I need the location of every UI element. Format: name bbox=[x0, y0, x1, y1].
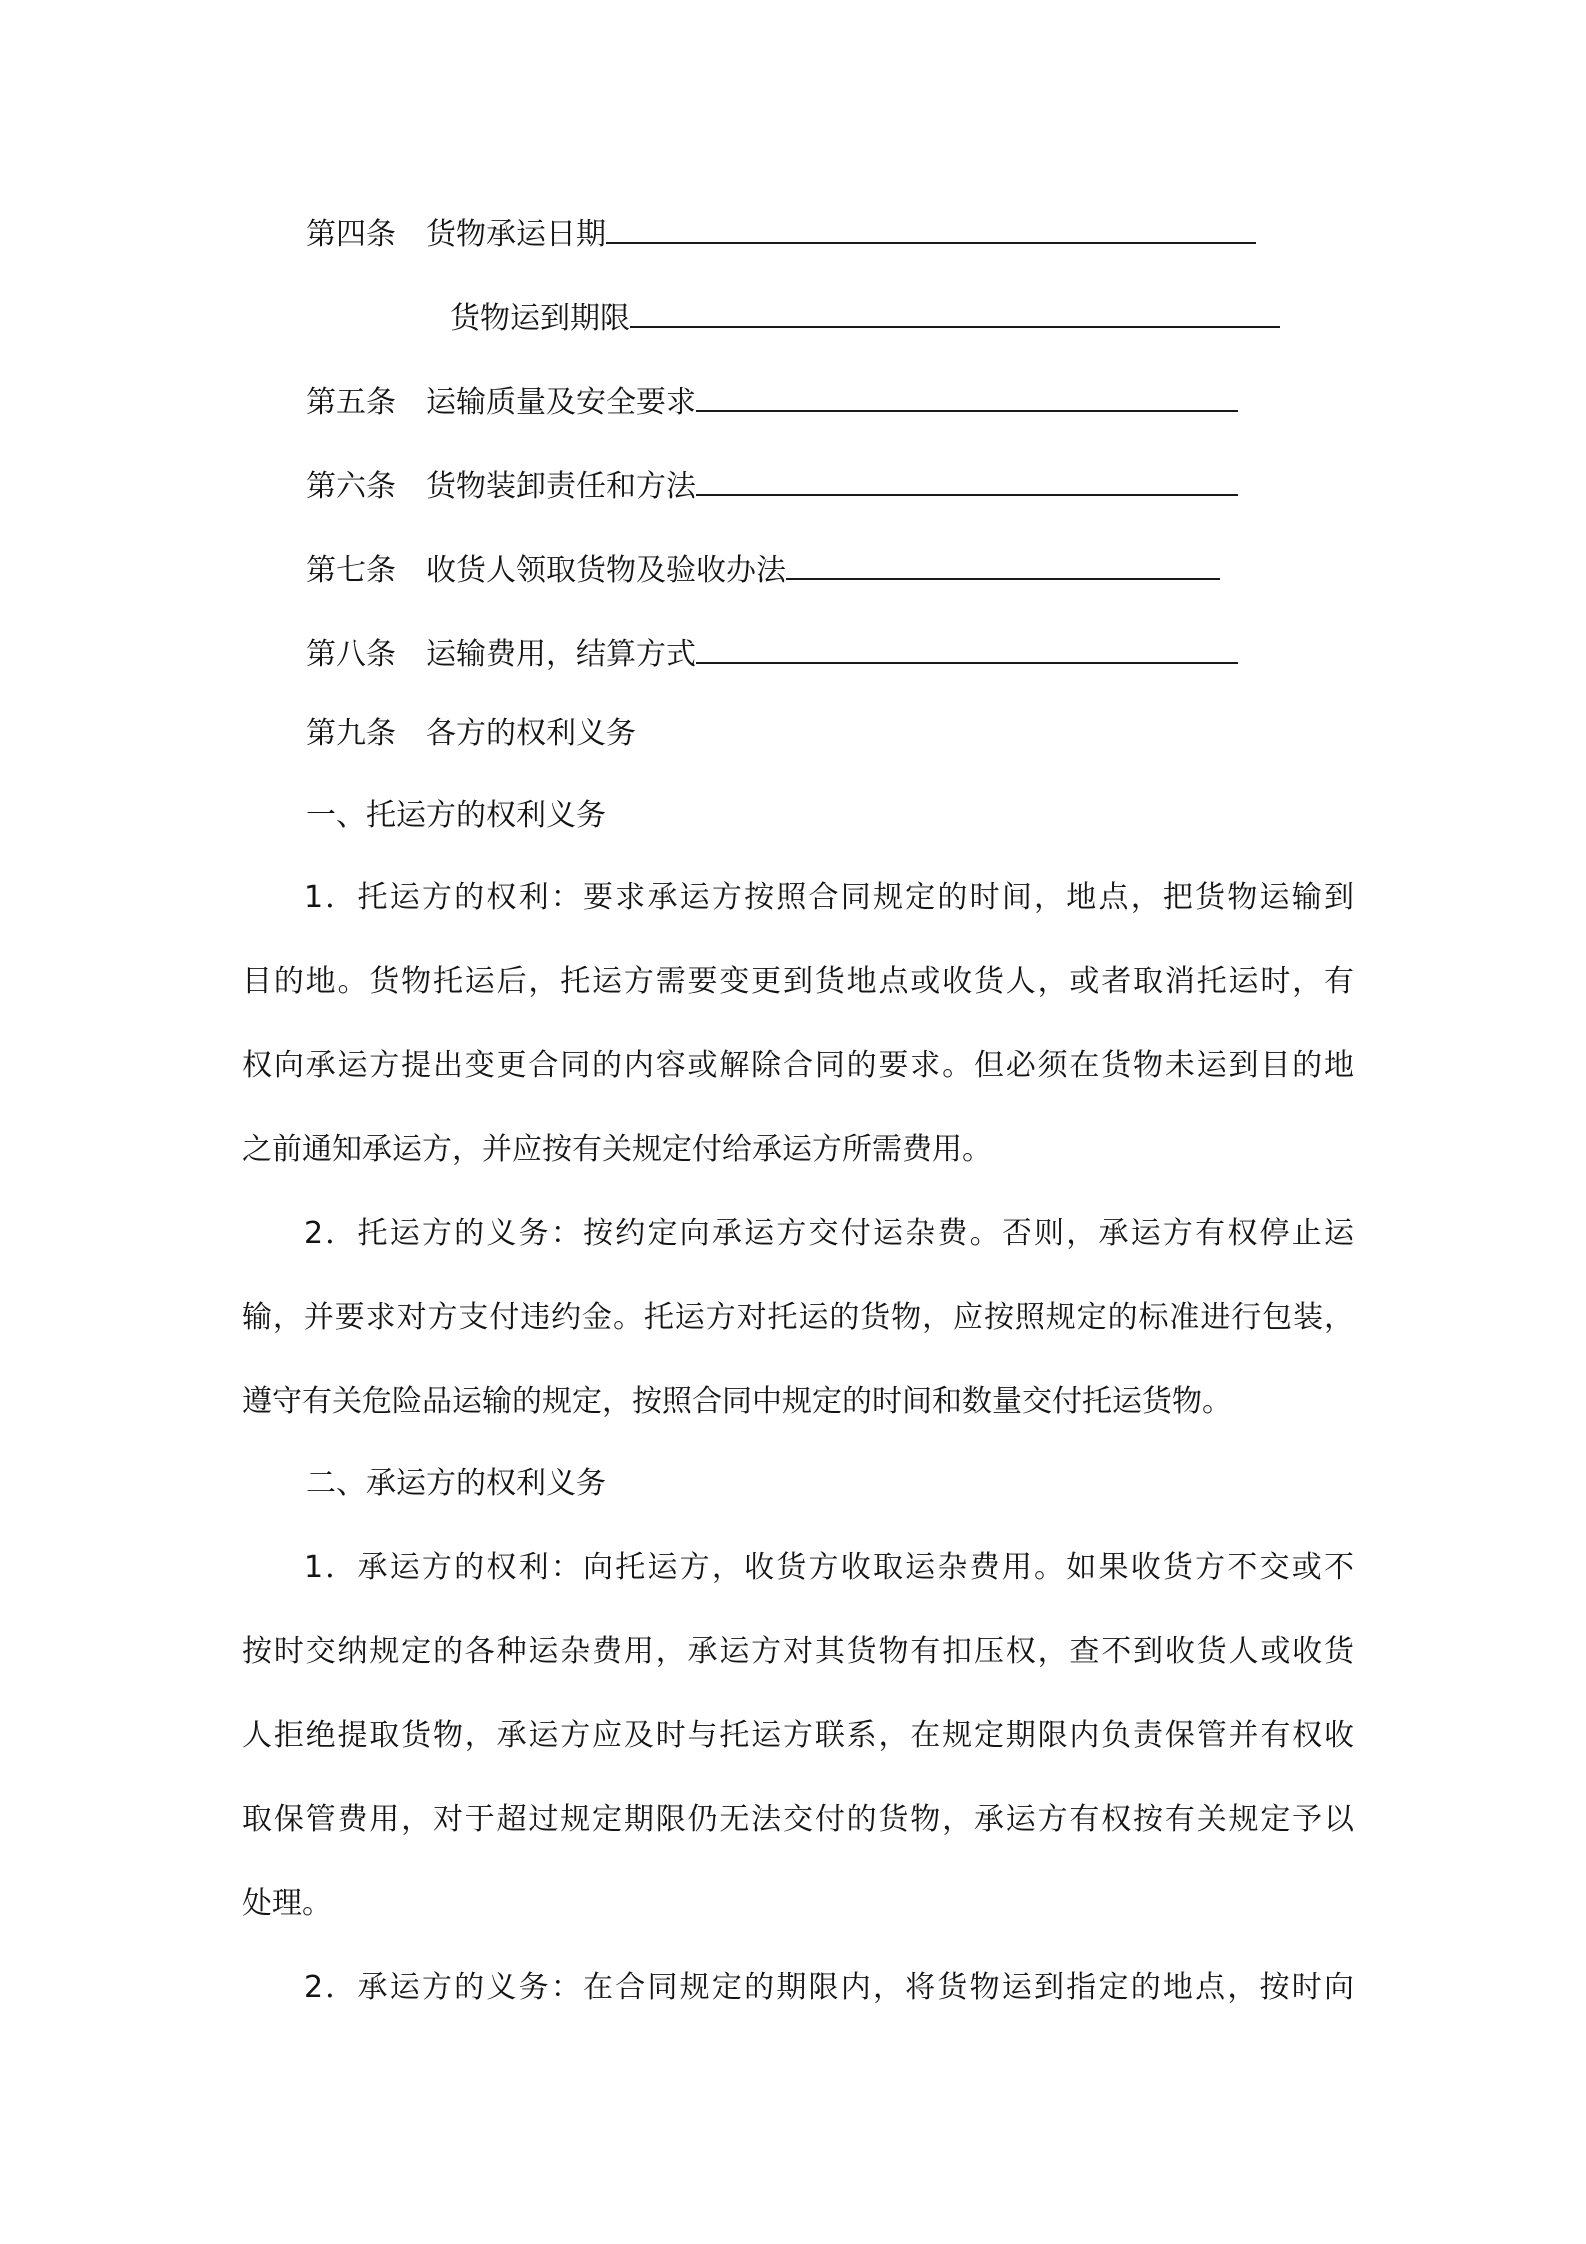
paragraph-line: 2．承运方的义务：在合同规定的期限内，将货物运到指定的地点，按时向 bbox=[304, 1970, 1354, 2005]
paragraph-line: 2．托运方的义务：按约定向承运方交付运杂费。否则，承运方有权停止运 bbox=[304, 1216, 1354, 1251]
fill-in-blank[interactable] bbox=[696, 382, 1238, 412]
fill-in-blank[interactable] bbox=[696, 634, 1238, 664]
paragraph-line: 输，并要求对方支付违约金。托运方对托运的货物，应按照规定的标准进行包装， bbox=[242, 1300, 1354, 1335]
section-heading: 二、承运方的权利义务 bbox=[306, 1466, 606, 1501]
paragraph-line: 取保管费用，对于超过规定期限仍无法交付的货物，承运方有权按有关规定予以 bbox=[242, 1802, 1354, 1837]
paragraph-line: 目的地。货物托运后，托运方需要变更到货地点或收货人，或者取消托运时，有 bbox=[242, 964, 1354, 999]
clause-number: 第七条 bbox=[306, 553, 396, 588]
paragraph-line: 处理。 bbox=[242, 1886, 332, 1921]
clause-number: 第四条 bbox=[306, 217, 396, 252]
clause-4-deadline bbox=[450, 298, 1280, 339]
paragraph-line: 按时交纳规定的各种运杂费用，承运方对其货物有扣压权，查不到收货人或收货 bbox=[242, 1634, 1354, 1669]
clause-title: 运输费用，结算方式 bbox=[426, 637, 696, 672]
clause-number: 第九条 bbox=[306, 716, 396, 751]
paragraph-line: 1．托运方的权利：要求承运方按照合同规定的时间，地点，把货物运输到 bbox=[304, 880, 1354, 915]
clause-number: 第六条 bbox=[306, 469, 396, 504]
clause-title: 各方的权利义务 bbox=[426, 716, 636, 751]
fill-in-blank[interactable] bbox=[696, 466, 1238, 496]
paragraph-line: 1．承运方的权利：向托运方，收货方收取运杂费用。如果收货方不交或不 bbox=[304, 1550, 1354, 1585]
fill-in-blank[interactable] bbox=[786, 550, 1220, 580]
clause-title: 货物装卸责任和方法 bbox=[426, 469, 696, 504]
paragraph-line: 遵守有关危险品运输的规定，按照合同中规定的时间和数量交付托运货物。 bbox=[242, 1384, 1232, 1419]
clause-7 bbox=[306, 550, 1220, 591]
clause-4-date bbox=[306, 214, 1256, 255]
clause-title: 货物承运日期 bbox=[426, 217, 606, 252]
paragraph-line: 权向承运方提出变更合同的内容或解除合同的要求。但必须在货物未运到目的地 bbox=[242, 1048, 1354, 1083]
fill-in-blank[interactable] bbox=[606, 214, 1256, 244]
clause-title: 运输质量及安全要求 bbox=[426, 385, 696, 420]
paragraph-line: 之前通知承运方，并应按有关规定付给承运方所需费用。 bbox=[242, 1132, 992, 1167]
paragraph-line: 人拒绝提取货物，承运方应及时与托运方联系，在规定期限内负责保管并有权收 bbox=[242, 1718, 1354, 1753]
section-heading: 一、托运方的权利义务 bbox=[306, 798, 606, 833]
clause-number: 第八条 bbox=[306, 637, 396, 672]
clause-6 bbox=[306, 466, 1238, 507]
clause-5 bbox=[306, 382, 1238, 423]
fill-in-blank[interactable] bbox=[630, 298, 1280, 328]
clause-title: 货物运到期限 bbox=[450, 301, 630, 336]
clause-9 bbox=[306, 714, 636, 754]
clause-number: 第五条 bbox=[306, 385, 396, 420]
clause-title: 收货人领取货物及验收办法 bbox=[426, 553, 786, 588]
clause-8 bbox=[306, 634, 1238, 675]
